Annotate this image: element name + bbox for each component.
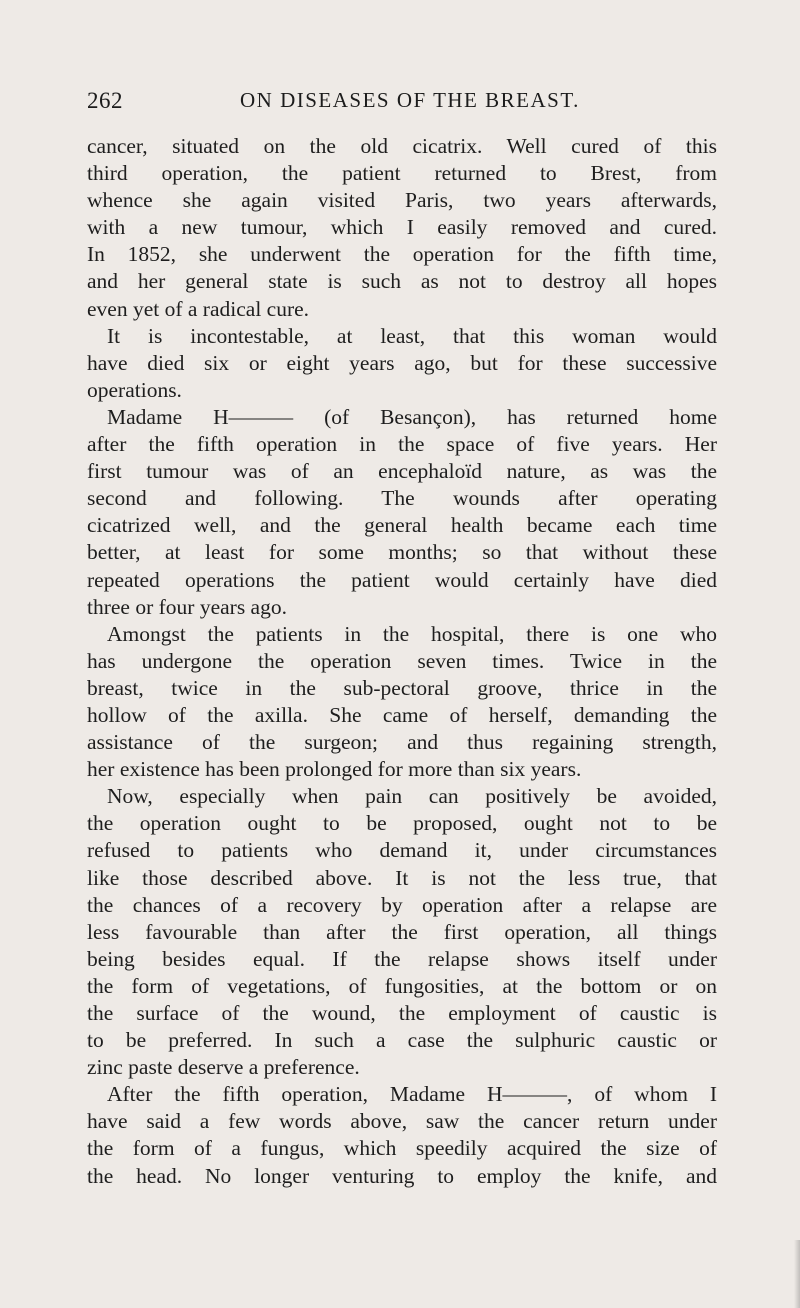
page-header bbox=[87, 88, 707, 116]
text-line: Amongst the patients in the hospital, there is one who bbox=[107, 621, 717, 646]
text-line: the chances of a recovery by operation after a relapse are bbox=[87, 892, 717, 917]
text-line: to be preferred. In such a case the sulphuric caustic or bbox=[87, 1028, 717, 1053]
text-line: being besides equal. If the relapse shows itself under bbox=[87, 946, 717, 971]
text-line: Madame H——— (of Besançon), has returned home bbox=[107, 404, 717, 429]
text-line: whence she again visited Paris, two years afterwards, bbox=[87, 188, 717, 213]
text-line: After the fifth operation, Madame H———, of whom I bbox=[107, 1082, 717, 1107]
text-line: second and following. The wounds after operating bbox=[87, 486, 717, 511]
text-line: third operation, the patient returned to Brest, from bbox=[87, 161, 717, 186]
text-line: after the fifth operation in the space of five years. Her bbox=[87, 432, 717, 457]
text-line: has undergone the operation seven times. Twice in the bbox=[87, 648, 717, 673]
text-line: three or four years ago. bbox=[87, 594, 287, 619]
page-edge-shadow bbox=[794, 1240, 800, 1308]
text-line: her existence has been prolonged for more than six years. bbox=[87, 757, 582, 782]
text-line: the operation ought to be proposed, ought not to be bbox=[87, 811, 717, 836]
text-line: zinc paste deserve a preference. bbox=[87, 1055, 360, 1080]
text-line: even yet of a radical cure. bbox=[87, 296, 310, 321]
text-line: have died six or eight years ago, but for these successive bbox=[87, 350, 717, 375]
text-line: operations. bbox=[87, 377, 182, 402]
text-line: Now, especially when pain can positively be avoided, bbox=[107, 784, 717, 809]
text-line: the form of a fungus, which speedily acquired the size of bbox=[87, 1136, 717, 1161]
text-line: refused to patients who demand it, under circumstances bbox=[87, 838, 717, 863]
text-line: repeated operations the patient would certainly have died bbox=[87, 567, 717, 592]
running-title: ON DISEASES OF THE BREAST. bbox=[240, 88, 580, 112]
text-line: the form of vegetations, of fungosities, at the bottom or on bbox=[87, 973, 717, 998]
text-line: less favourable than after the first operation, all things bbox=[87, 919, 717, 944]
text-line: the head. No longer venturing to employ the knife, and bbox=[87, 1163, 717, 1188]
text-line: cicatrized well, and the general health became each time bbox=[87, 513, 717, 538]
text-line: hollow of the axilla. She came of herself, demanding the bbox=[87, 702, 717, 727]
text-line: breast, twice in the sub-pectoral groove, thrice in the bbox=[87, 675, 717, 700]
text-line: better, at least for some months; so that without these bbox=[87, 540, 717, 565]
text-line: have said a few words above, saw the cancer return under bbox=[87, 1109, 717, 1134]
body-text bbox=[87, 133, 717, 1190]
text-line: cancer, situated on the old cicatrix. Well cured of this bbox=[87, 134, 717, 158]
text-line: the surface of the wound, the employment of caustic is bbox=[87, 1001, 717, 1025]
text-line: It is incontestable, at least, that this woman would bbox=[107, 323, 717, 348]
text-line: and her general state is such as not to destroy all hopes bbox=[87, 269, 717, 294]
text-line: with a new tumour, which I easily removed and cured. bbox=[87, 215, 717, 240]
page-number: 262 bbox=[87, 88, 123, 113]
text-line: like those described above. It is not the less true, that bbox=[87, 865, 717, 890]
text-line: In 1852, she underwent the operation for the fifth time, bbox=[87, 242, 717, 267]
text-line: assistance of the surgeon; and thus regaining strength, bbox=[87, 730, 717, 755]
text-line: first tumour was of an encephaloïd nature, as was the bbox=[87, 459, 717, 484]
